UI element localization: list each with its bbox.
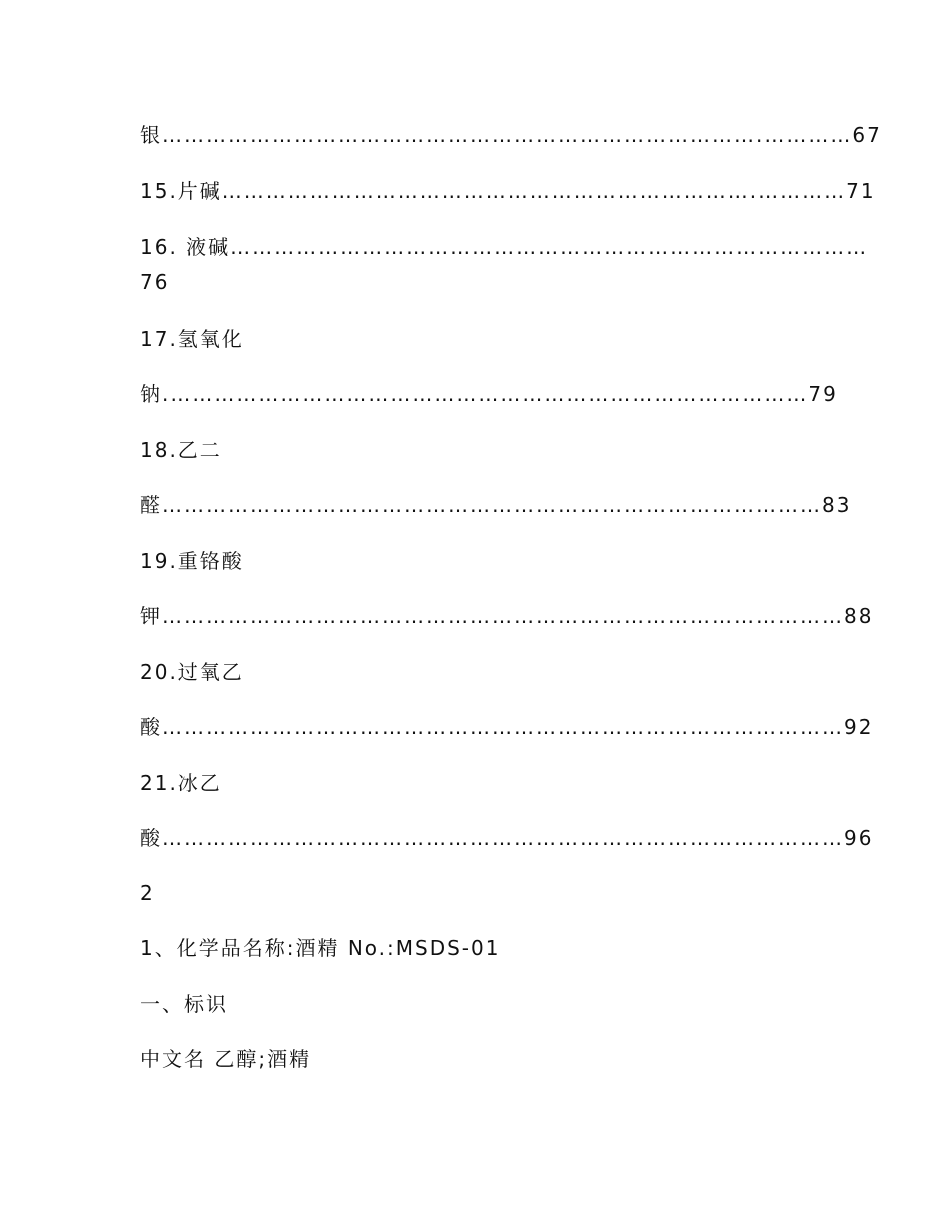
toc-entry-21-page: 酸…………………………………………………………………………………96 [140, 826, 874, 850]
chinese-name-line: 中文名 乙醇;酒精 [140, 1047, 312, 1071]
toc-entry-16-page: 76 [140, 270, 170, 294]
toc-entry-17-title: 17.氢氧化 [140, 327, 244, 351]
toc-entry-20-page: 酸…………………………………………………………………………………92 [140, 715, 874, 739]
toc-entry-16: 16. 液碱…………………………………………………………………………… [140, 235, 869, 259]
toc-entry-18-title: 18.乙二 [140, 438, 222, 462]
toc-entry-silver: 银……………………………………………………………………….…………67 [140, 123, 882, 147]
page-number: 2 [140, 881, 155, 905]
toc-entry-21-title: 21.冰乙 [140, 771, 222, 795]
toc-entry-15: 15.片碱……………………………………………………………….…………71 [140, 179, 876, 203]
toc-entry-18-page: 醛………………………………………………………………………………83 [140, 493, 852, 517]
toc-entry-20-title: 20.过氧乙 [140, 660, 244, 684]
toc-entry-19-title: 19.重铬酸 [140, 549, 244, 573]
toc-entry-17-page: 钠.……………………………………………………………………………79 [140, 382, 838, 406]
section-heading-identification: 一、标识 [140, 992, 228, 1016]
toc-entry-19-page: 钾…………………………………………………………………………………88 [140, 604, 874, 628]
section-heading-chemical-name: 1、化学品名称:酒精 No.:MSDS-01 [140, 936, 501, 960]
